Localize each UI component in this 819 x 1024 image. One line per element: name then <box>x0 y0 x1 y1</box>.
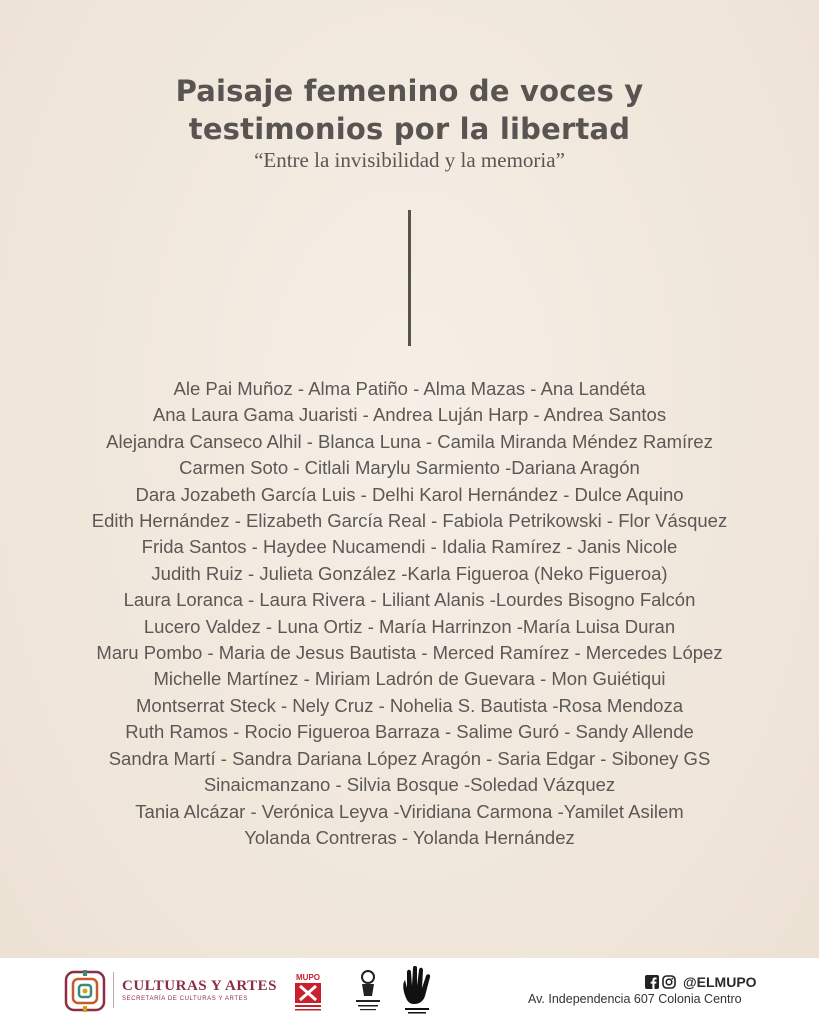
names-list <box>0 376 819 851</box>
instagram-icon[interactable] <box>662 975 676 989</box>
address: Av. Independencia 607 Colonia Centro <box>528 992 742 1006</box>
footer <box>0 958 819 1024</box>
subtitle: “Entre la invisibilidad y la memoria” <box>254 148 565 172</box>
social-handle[interactable]: @ELMUPO <box>683 974 757 990</box>
names-row: Yolanda Contreras - Yolanda Hernández <box>244 826 575 848</box>
page-title <box>0 72 819 148</box>
names-row: Sandra Martí - Sandra Dariana López Aragón - Saria Edgar - Siboney GS <box>108 747 711 769</box>
divider-line <box>408 210 411 346</box>
names-row: Ruth Ramos - Rocio Figueroa Barraza - Salime Guró - Sandy Allende <box>125 721 694 743</box>
names-row: Carmen Soto - Citlali Marylu Sarmiento -Dariana Aragón <box>179 457 640 479</box>
names-row: Edith Hernández - Elizabeth García Real - Fabiola Petrikowski - Flor Vásquez <box>91 510 728 532</box>
brand-title: CULTURAS Y ARTES <box>122 978 278 994</box>
names-row: Judith Ruiz - Julieta González -Karla Figueroa (Neko Figueroa) <box>151 562 668 584</box>
names-row: Michelle Martínez - Miriam Ladrón de Guevara - Mon Guiétiqui <box>153 668 666 690</box>
names-row: Frida Santos - Haydee Nucamendi - Idalia Ramírez - Janis Nicole <box>141 536 678 558</box>
facebook-icon[interactable] <box>645 975 659 989</box>
mupo-label: MUPO <box>296 973 320 982</box>
names-row: Lucero Valdez - Luna Ortiz - María Harrinzon -María Luisa Duran <box>143 615 676 637</box>
culturas-logo-icon <box>64 970 106 1012</box>
names-row: Alejandra Canseco Alhil - Blanca Luna - Camila Miranda Méndez Ramírez <box>106 430 713 452</box>
names-row: Ale Pai Muñoz - Alma Patiño - Alma Mazas - Ana Landéta <box>173 378 646 399</box>
title-line-2: testimonios por la libertad <box>188 112 631 146</box>
names-row: Montserrat Steck - Nely Cruz - Nohelia S. Bautista -Rosa Mendoza <box>136 694 683 716</box>
title-line-1: Paisaje femenino de voces y <box>175 74 644 108</box>
names-row: Ana Laura Gama Juaristi - Andrea Luján Harp - Andrea Santos <box>152 404 667 426</box>
asociacion-logo-icon <box>350 968 386 1016</box>
names-row: Tania Alcázar - Verónica Leyva -Viridiana Carmona -Yamilet Asilem <box>135 800 684 822</box>
repgo-hand-logo-icon <box>397 966 437 1016</box>
names-row: Maru Pombo - Maria de Jesus Bautista - Merced Ramírez - Mercedes López <box>96 642 723 664</box>
social-links <box>645 974 757 990</box>
names-row: Sinaicmanzano - Silvia Bosque -Soledad Vázquez <box>203 774 616 796</box>
names-row: Laura Loranca - Laura Rivera - Liliant Alanis -Lourdes Bisogno Falcón <box>123 589 696 611</box>
footer-separator <box>113 972 114 1008</box>
mupo-logo-icon <box>292 972 324 1012</box>
names-row: Dara Jozabeth García Luis - Delhi Karol Hernández - Dulce Aquino <box>135 483 684 505</box>
brand-subtitle: SECRETARÍA DE CULTURAS Y ARTES <box>122 996 248 1002</box>
